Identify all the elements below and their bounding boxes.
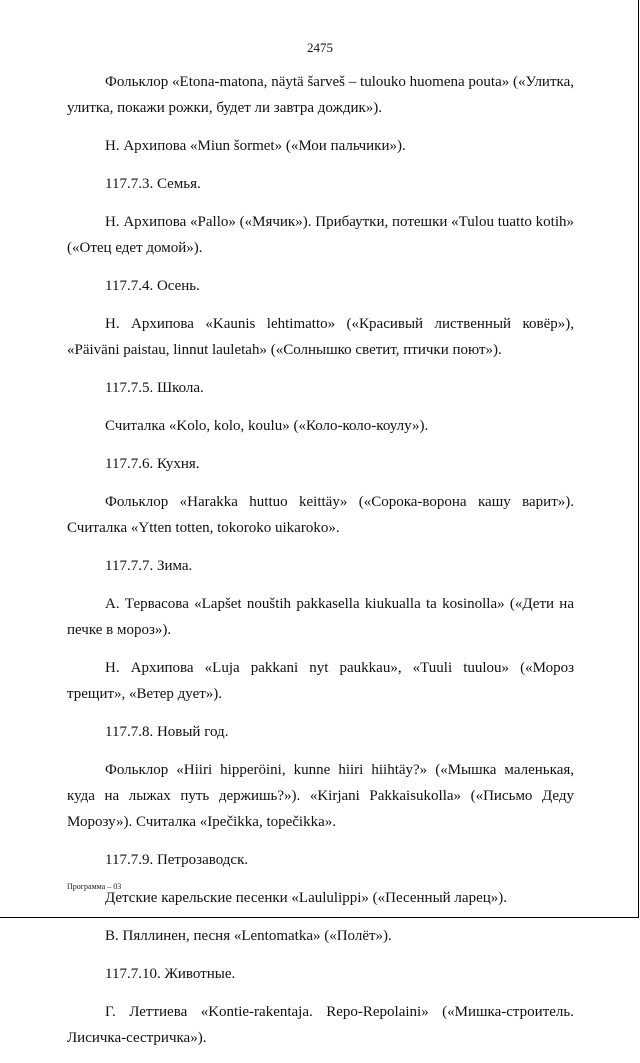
section-heading-new-year: 117.7.8. Новый год. xyxy=(105,724,229,740)
paragraph-arkhipova-ball: Н. Архипова «Pallo» («Мячик»). Прибаутки, потешки «Tulou tuatto kotih» («Отец едет домой»). xyxy=(67,214,574,256)
paragraph-lettieva-bear: Г. Леттиева «Kontie-rakentaja. Repo-Repolaini» («Мишка-строитель. Лисичка-сестричка»). xyxy=(67,1004,574,1046)
section-heading-winter: 117.7.7. Зима. xyxy=(105,558,193,574)
paragraph-counting-rhyme-kolo: Считалка «Kolo, kolo, koulu» («Коло-коло-коулу»). xyxy=(105,418,429,434)
page-footer: Программа – 03 xyxy=(67,882,122,891)
page-number: 2475 xyxy=(307,40,333,55)
paragraph-arkhipova-carpet: Н. Архипова «Kaunis lehtimatto» («Красивый лиственный ковёр»), «Päiväni paistau, linnut lauletah» («Солнышко светит, птички поют»). xyxy=(67,316,574,358)
document-body xyxy=(67,69,574,1063)
paragraph-tervasova-children: А. Тервасова «Lapšet nouštih pakkasella kiukualla ta kosinolla» («Дети на печке в мороз»). xyxy=(67,596,574,638)
section-heading-school: 117.7.5. Школа. xyxy=(105,380,204,396)
section-heading-animals: 117.7.10. Животные. xyxy=(105,966,236,982)
paragraph-folklore-magpie: Фольклор «Harakka huttuo keittäy» («Сорока-ворона кашу варит»). Считалка «Ytten totten, tokoroko uikaroko». xyxy=(67,494,574,536)
paragraph-arkhipova-fingers: Н. Архипова «Miun šormet» («Мои пальчики»). xyxy=(105,138,406,154)
section-heading-autumn: 117.7.4. Осень. xyxy=(105,278,200,294)
paragraph-arkhipova-frost: Н. Архипова «Luja pakkani nyt paukkau», «Tuuli tuulou» («Мороз трещит», «Ветер дует»). xyxy=(67,660,574,702)
section-heading-family: 117.7.3. Семья. xyxy=(105,176,201,192)
paragraph-children-songs: Детские карельские песенки «Laululippi» («Песенный ларец»). xyxy=(105,890,508,906)
section-heading-petrozavodsk: 117.7.9. Петрозаводск. xyxy=(105,852,249,868)
section-heading-kitchen: 117.7.6. Кухня. xyxy=(105,456,200,472)
paragraph-pyallinen-song: В. Пяллинен, песня «Lentomatka» («Полёт»). xyxy=(105,928,392,944)
paragraph-folklore-snail: Фольклор «Etona-matona, näytä šarveš – tulouko huomena pouta» («Улитка, улитка, покажи рожки, будет ли завтра дождик»). xyxy=(67,74,574,116)
paragraph-folklore-mouse: Фольклор «Hiiri hipperöini, kunne hiiri hiihtäy?» («Мышка маленькая, куда на лыжах путь держишь?»). «Kirjani Pakkaisukolla» («Письмо Деду Морозу»). Считалка «Ipečikka, topečikka». xyxy=(67,762,574,830)
